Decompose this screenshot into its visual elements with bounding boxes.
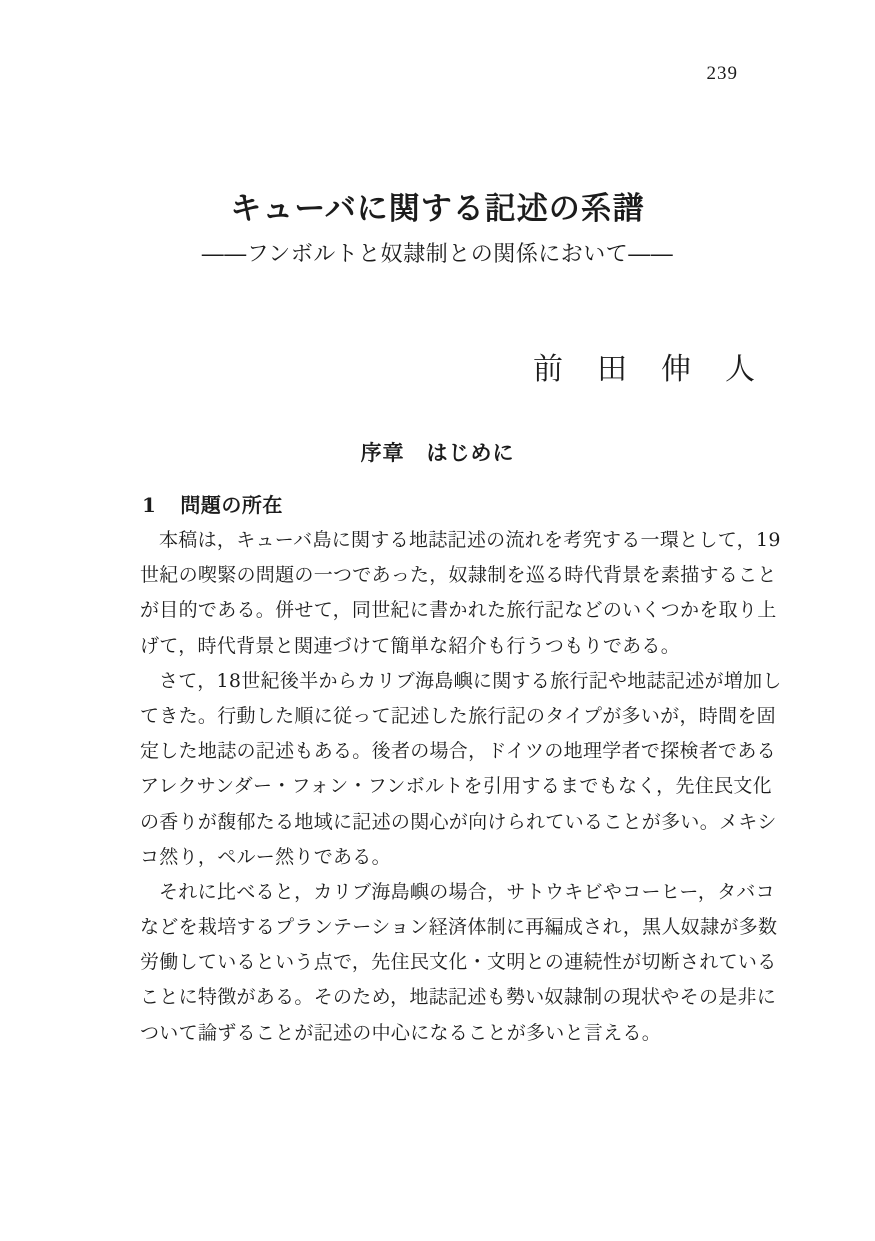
body-line: ことに特徴がある。そのため，地誌記述も勢い奴隷制の現状やその是非に	[140, 986, 777, 1009]
body-line: てきた。行動した順に従って記述した旅行記のタイプが多いが，時間を固	[140, 704, 776, 727]
body-line: 労働しているという点で，先住民文化・文明との連続性が切断されている	[140, 951, 777, 974]
section-title: 問題の所在	[180, 493, 283, 517]
body-line: の香りが馥郁たる地域に記述の関心が向けられていることが多い。メキシ	[140, 810, 777, 833]
section-heading	[142, 489, 283, 518]
body-line: アレクサンダー・フォン・フンボルトを引用するまでもなく，先住民文化	[140, 775, 772, 798]
body-line: 世紀の喫緊の問題の一つであった，奴隷制を巡る時代背景を素描すること	[140, 564, 777, 587]
author-name: 前 田 伸 人	[533, 352, 757, 387]
section-number: 1	[142, 493, 157, 517]
page-number: 239	[706, 63, 738, 84]
body-text	[140, 523, 782, 1051]
body-line: などを栽培するプランテーション経済体制に再編成され，黒人奴隷が多数	[140, 916, 778, 939]
body-line: さて，18世紀後半からカリブ海島嶼に関する旅行記や地誌記述が増加し	[159, 669, 782, 692]
body-line: が目的である。併せて，同世紀に書かれた旅行記などのいくつかを取り上	[140, 599, 777, 622]
body-line: それに比べると，カリブ海島嶼の場合，サトウキビやコーヒー，タバコ	[159, 880, 775, 903]
body-line: 本稿は，キューバ島に関する地誌記述の流れを考究する一環として，19	[159, 529, 781, 551]
body-line: げて，時代背景と関連づけて簡単な紹介も行うつもりである。	[140, 634, 681, 657]
chapter-heading: 序章 はじめに	[360, 440, 515, 465]
body-line: 定した地誌の記述もある。後者の場合，ドイツの地理学者で探検者である	[140, 740, 776, 763]
paper-title: キューバに関する記述の系譜	[230, 190, 645, 227]
body-line: コ然り，ペルー然りである。	[140, 845, 391, 868]
body-line: ついて論ずることが記述の中心になることが多いと言える。	[140, 1021, 662, 1044]
paper-subtitle: ――フンボルトと奴隷制との関係において――	[201, 242, 674, 267]
